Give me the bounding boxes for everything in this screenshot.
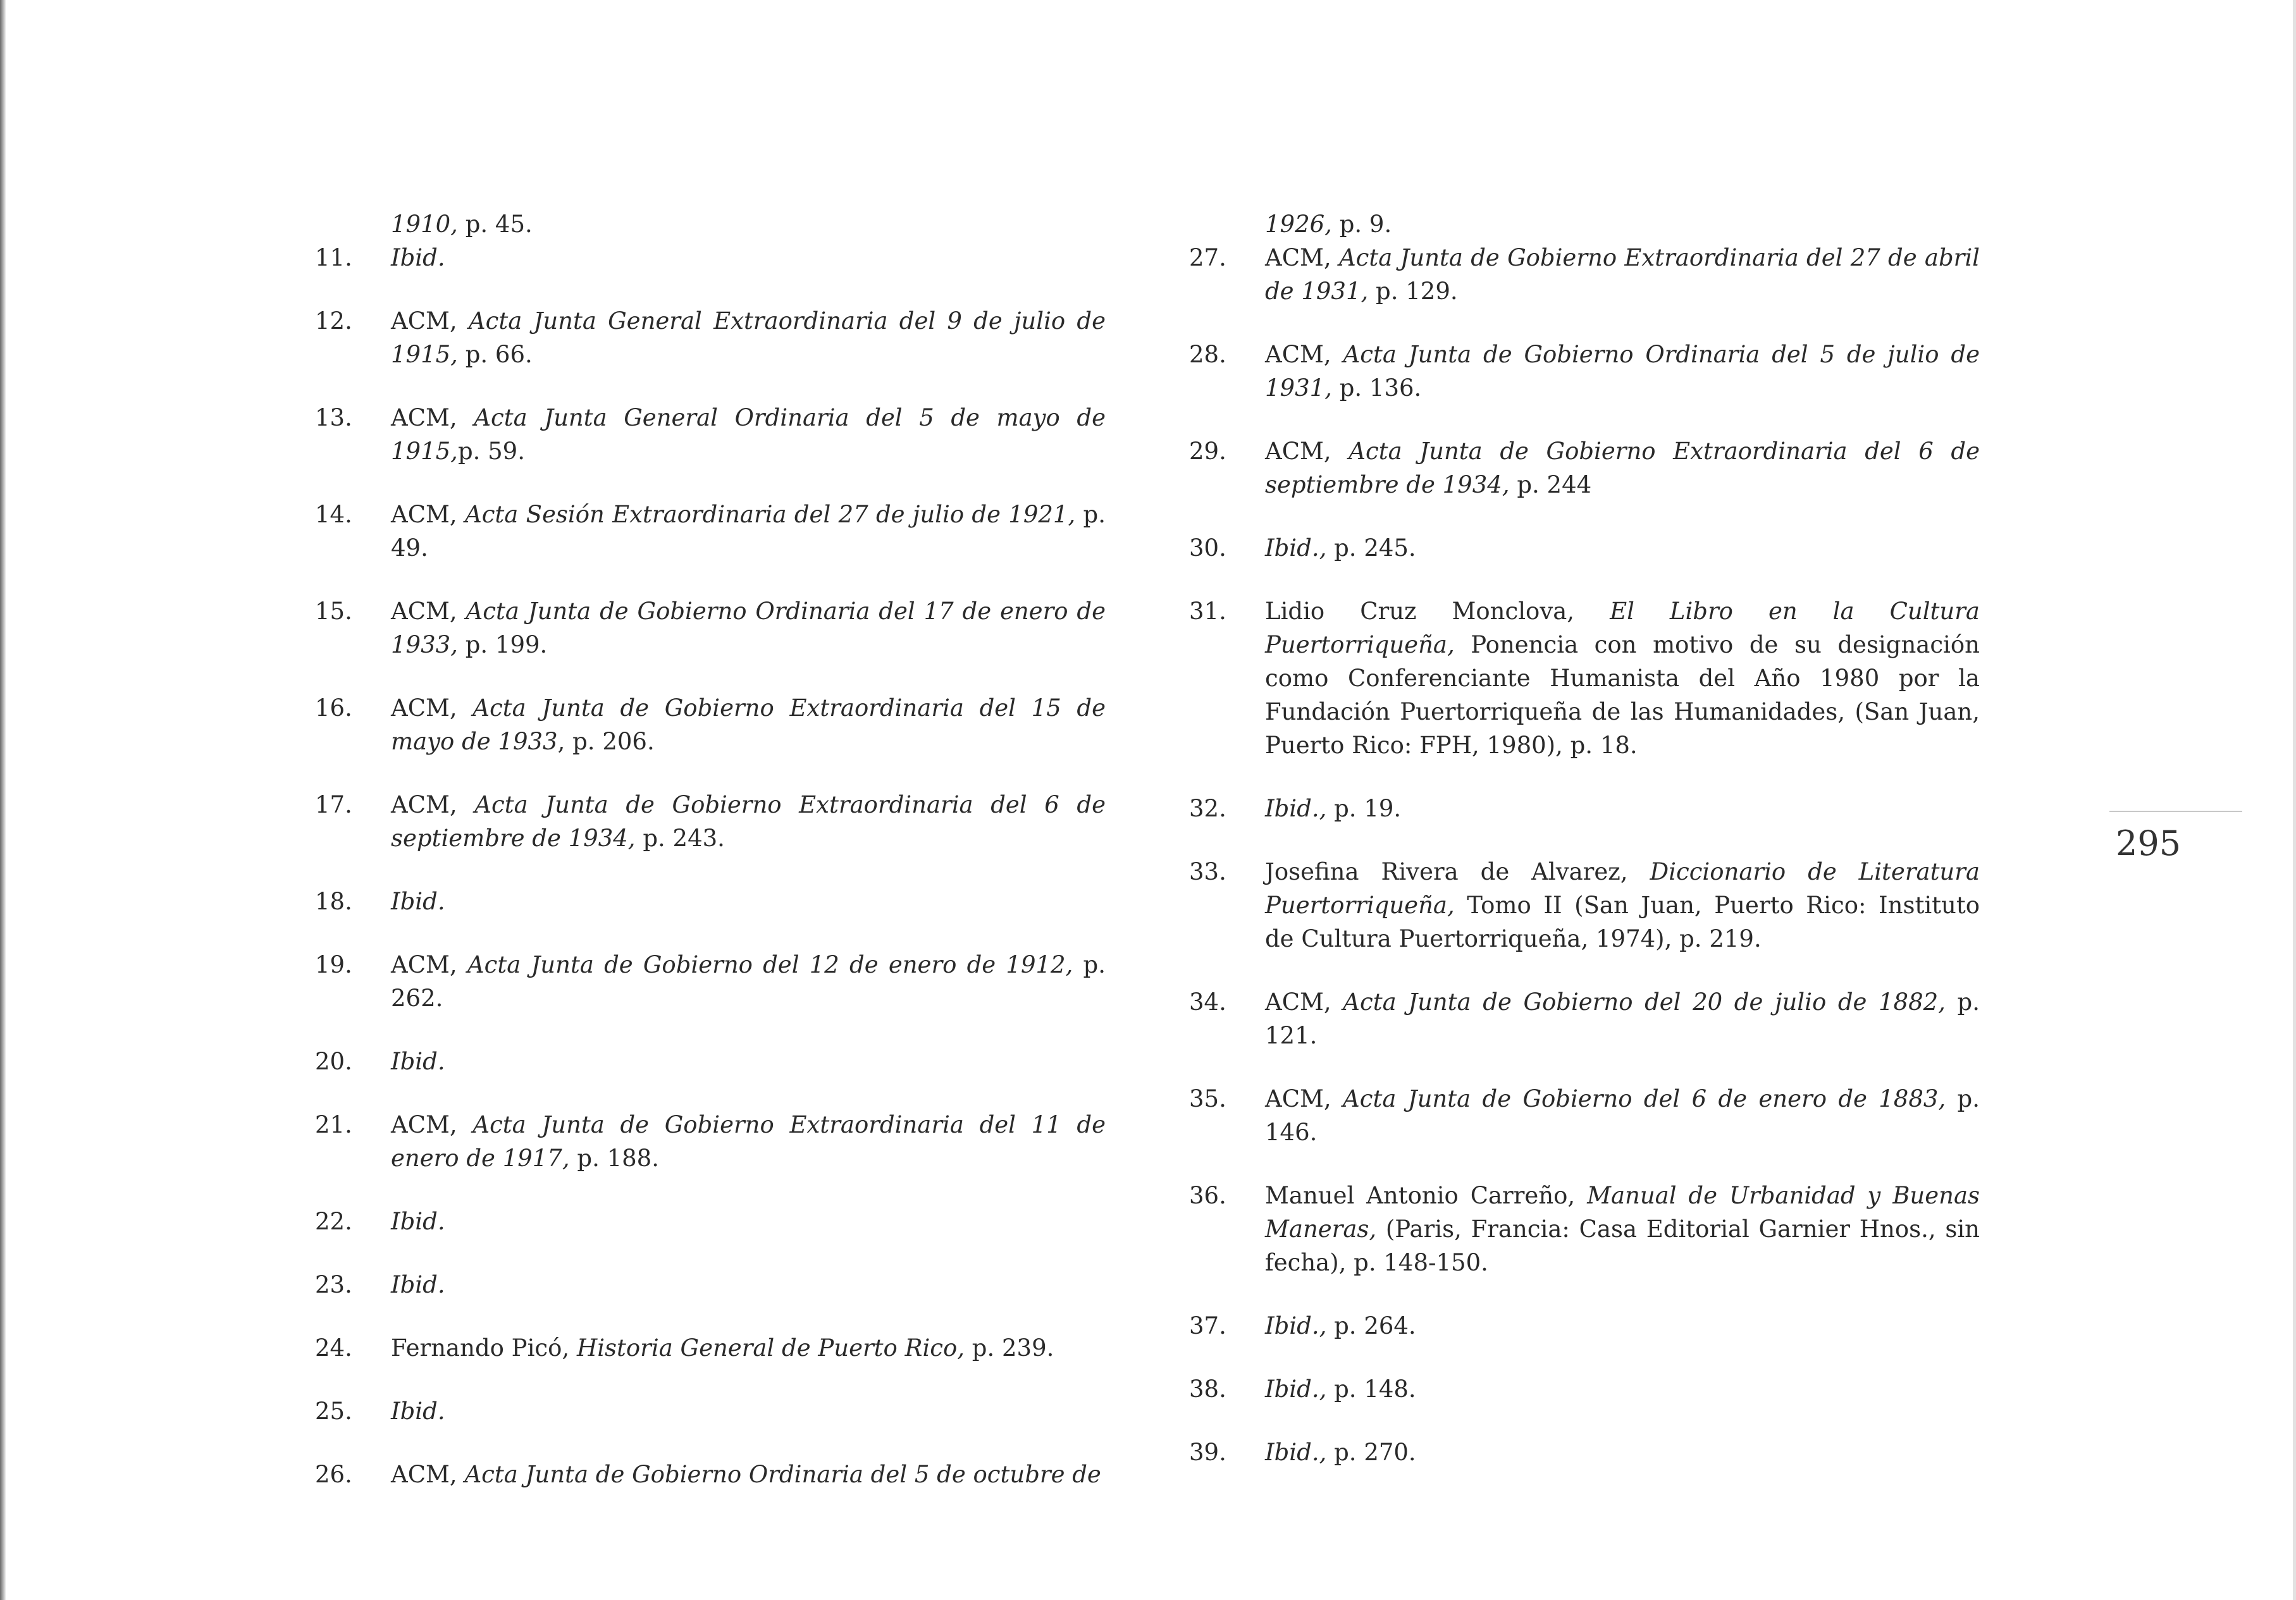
- footnote-title: Acta Junta de Gobierno Extraordinaria del 6 de septiembre de 1934,: [391, 791, 1106, 852]
- footnote-after: p. 244: [1509, 471, 1592, 498]
- footnote-after: , p. 206.: [557, 728, 655, 755]
- footnote-number: 22.: [315, 1208, 352, 1235]
- note-text: [391, 207, 1106, 241]
- footnote-title: Acta Junta General Extraordinaria del 9 de julio de 1915,: [391, 307, 1106, 368]
- footnote: [1189, 338, 1980, 405]
- footnote: [315, 788, 1106, 855]
- footnote-text: [391, 1108, 1106, 1175]
- note-italic: 1910,: [391, 211, 458, 238]
- footnote-pre: ACM,: [1265, 988, 1343, 1016]
- footnote-pre: ACM,: [391, 694, 473, 722]
- footnote-text: [391, 948, 1106, 1015]
- footnote-title: Acta Junta de Gobierno Extraordinaria del 27 de abril de 1931,: [1265, 244, 1980, 305]
- footnote-number: 27.: [1189, 244, 1226, 271]
- footnote-text: [391, 1394, 1106, 1428]
- footnote-number: 28.: [1189, 341, 1226, 368]
- footnote-pre: ACM,: [1265, 438, 1349, 465]
- footnote-number: 34.: [1189, 988, 1226, 1016]
- footnote-pre: ACM,: [1265, 244, 1339, 271]
- footnote-after: p. 59.: [457, 438, 525, 465]
- footnote-pre: Lidio Cruz Monclova,: [1265, 598, 1610, 625]
- footnote-title: Ibid.: [391, 1048, 445, 1075]
- footnote-number: 11.: [315, 244, 352, 271]
- footnote-number: 13.: [315, 404, 352, 431]
- footnote-number: 39.: [1189, 1439, 1226, 1466]
- note-after: p. 9.: [1331, 211, 1392, 238]
- footnote: [315, 1394, 1106, 1428]
- footnote: [1189, 985, 1980, 1052]
- footnote-number: 17.: [315, 791, 352, 818]
- note-text: [1265, 207, 1980, 241]
- footnote-title: Manual de Urbanidad y Buenas Maneras,: [1265, 1182, 1980, 1243]
- notes-column-left: [315, 207, 1106, 1491]
- footnote-text: [391, 241, 1106, 274]
- notes-column-right: [1189, 207, 1980, 1469]
- note-after: p. 45.: [457, 211, 533, 238]
- footnote: [315, 1268, 1106, 1302]
- footnote-number: 18.: [315, 888, 352, 915]
- footnote-title: Acta Sesión Extraordinaria del 27 de julio de 1921,: [464, 501, 1076, 528]
- footnote-title: Acta Junta de Gobierno del 20 de julio de 1882,: [1343, 988, 1946, 1016]
- footnote-pre: Josefina Rivera de Alvarez,: [1265, 858, 1650, 885]
- footnote-number: 16.: [315, 694, 352, 722]
- footnote-title: Acta Junta de Gobierno Ordinaria del 17 de enero de 1933,: [391, 598, 1106, 658]
- footnote-text: [391, 788, 1106, 855]
- footnote-number: 15.: [315, 598, 352, 625]
- footnote: [1189, 531, 1980, 565]
- footnote-number: 24.: [315, 1334, 352, 1362]
- footnote-title: Acta Junta de Gobierno del 6 de enero de 1883,: [1343, 1085, 1946, 1112]
- footnote-number: 36.: [1189, 1182, 1226, 1209]
- footnote: [1189, 1082, 1980, 1149]
- footnote-title: Historia General de Puerto Rico,: [576, 1334, 965, 1362]
- footnote: [315, 498, 1106, 565]
- footnote-text: [1265, 1309, 1980, 1343]
- footnote: [315, 241, 1106, 274]
- footnote-text: [1265, 985, 1980, 1052]
- footnote-text: [1265, 1179, 1980, 1279]
- footnote-text: [1265, 434, 1980, 502]
- footnote-after: p. 243.: [635, 825, 725, 852]
- footnote-number: 32.: [1189, 795, 1226, 822]
- footnote-after: Tomo II (San Juan, Puerto Rico: Instituto de Cultura Puertorriqueña, 1974), p. 219.: [1265, 892, 1980, 952]
- footnote-after: p. 188.: [569, 1145, 659, 1172]
- footnote-title: Acta Junta de Gobierno Ordinaria del 5 de julio de 1931,: [1265, 341, 1980, 402]
- footnote-pre: ACM,: [391, 1111, 473, 1138]
- footnote-after: p. 148.: [1326, 1375, 1416, 1403]
- footnote-after: p. 262.: [391, 951, 1106, 1012]
- footnote-number: 30.: [1189, 534, 1226, 562]
- footnote-after: p. 146.: [1265, 1085, 1980, 1146]
- footnote-pre: ACM,: [1265, 1085, 1343, 1112]
- footnote-text: [391, 401, 1106, 468]
- footnote-pre: ACM,: [391, 404, 474, 431]
- footnote-text: [391, 498, 1106, 565]
- footnote-text: [1265, 338, 1980, 405]
- footnote-title: Ibid.,: [1265, 1439, 1327, 1466]
- footnote-after: p. 270.: [1326, 1439, 1416, 1466]
- footnote: [1189, 241, 1980, 308]
- footnote-after: p. 66.: [457, 341, 533, 368]
- footnote-after: p. 49.: [391, 501, 1106, 562]
- footnote-after: p. 264.: [1326, 1312, 1416, 1339]
- footnote-after: p. 245.: [1326, 534, 1416, 562]
- footnote-text: [391, 885, 1106, 918]
- footnote-title: Acta Junta General Ordinaria del 5 de mayo de 1915,: [391, 404, 1106, 465]
- note-italic: 1926,: [1265, 211, 1332, 238]
- footnote-text: [391, 1045, 1106, 1078]
- footnote-number: 20.: [315, 1048, 352, 1075]
- footnote-pre: ACM,: [391, 307, 469, 335]
- footnote-text: [1265, 531, 1980, 565]
- footnote-title: Ibid.: [391, 1208, 445, 1235]
- footnote: [315, 691, 1106, 758]
- page-number: 295: [2116, 823, 2182, 863]
- footnote-number: 33.: [1189, 858, 1226, 885]
- footnote-after: p. 121.: [1265, 988, 1980, 1049]
- footnote-after: (Paris, Francia: Casa Editorial Garnier Hnos., sin fecha), p. 148-150.: [1265, 1215, 1980, 1276]
- footnote-number: 14.: [315, 501, 352, 528]
- page-number-rule: [2109, 811, 2242, 812]
- footnote-number: 35.: [1189, 1085, 1226, 1112]
- footnote-pre: ACM,: [391, 501, 465, 528]
- footnote-title: Ibid.: [391, 888, 445, 915]
- footnote-text: [1265, 1436, 1980, 1469]
- footnote-title: Ibid.: [391, 244, 445, 271]
- footnote-text: [1265, 594, 1980, 762]
- footnote-after: p. 239.: [965, 1334, 1054, 1362]
- footnote-number: 23.: [315, 1271, 352, 1298]
- footnote-title: Acta Junta de Gobierno Extraordinaria del 6 de septiembre de 1934,: [1265, 438, 1980, 498]
- footnote: [315, 885, 1106, 918]
- footnote-number: 25.: [315, 1398, 352, 1425]
- footnote-title: Ibid.,: [1265, 795, 1327, 822]
- footnote-title: Acta Junta de Gobierno del 12 de enero de 1912,: [467, 951, 1073, 978]
- footnote-text: [391, 304, 1106, 371]
- notes-list-left: [315, 241, 1106, 1491]
- footnote-pre: Manuel Antonio Carreño,: [1265, 1182, 1588, 1209]
- footnote-text: [391, 1205, 1106, 1238]
- footnote-number: 38.: [1189, 1375, 1226, 1403]
- footnote-after: p. 129.: [1368, 278, 1458, 305]
- footnote-pre: ACM,: [1265, 341, 1343, 368]
- footnote: [315, 1458, 1106, 1491]
- footnote-title: Ibid.,: [1265, 534, 1327, 562]
- footnote: [1189, 1179, 1980, 1279]
- footnote: [315, 1045, 1106, 1078]
- footnote: [315, 1331, 1106, 1365]
- footnote-text: [1265, 241, 1980, 308]
- footnote-text: [391, 1331, 1106, 1365]
- footnote-title: Ibid.,: [1265, 1375, 1327, 1403]
- footnote-title: Ibid.: [391, 1398, 445, 1425]
- footnote-number: 21.: [315, 1111, 352, 1138]
- footnote-pre: Fernando Picó,: [391, 1334, 577, 1362]
- footnote-pre: ACM,: [391, 951, 467, 978]
- footnote-text: [391, 594, 1106, 662]
- notes-list-right: [1189, 241, 1980, 1469]
- footnote-title: Acta Junta de Gobierno Extraordinaria del 15 de mayo de 1933: [391, 694, 1106, 755]
- footnote-text: [1265, 855, 1980, 956]
- footnote-number: 37.: [1189, 1312, 1226, 1339]
- footnote: [1189, 1372, 1980, 1406]
- note-continuation: [315, 207, 1106, 241]
- footnote-text: [1265, 1372, 1980, 1406]
- footnote-number: 12.: [315, 307, 352, 335]
- footnote: [315, 594, 1106, 662]
- footnote: [1189, 792, 1980, 825]
- footnote-number: 19.: [315, 951, 352, 978]
- footnote-title: Ibid.: [391, 1271, 445, 1298]
- footnote-after: Ponencia con motivo de su designación como Conferenciante Humanista del Año 1980 por la Fundación Puertorriqueña de las Humanidades, (San Juan, Puerto Rico: FPH, 1980), p. 18.: [1265, 631, 1980, 759]
- footnote-pre: ACM,: [391, 598, 466, 625]
- footnote-title: Ibid.,: [1265, 1312, 1327, 1339]
- footnote: [1189, 434, 1980, 502]
- footnote-after: p. 19.: [1326, 795, 1402, 822]
- footnote-text: [1265, 1082, 1980, 1149]
- book-gutter-shadow: [0, 0, 6, 1600]
- footnote: [1189, 594, 1980, 762]
- footnote-text: [391, 1458, 1106, 1491]
- footnote-title: Acta Junta de Gobierno Ordinaria del 5 de octubre de: [464, 1461, 1101, 1488]
- footnote: [315, 948, 1106, 1015]
- footnote: [1189, 1436, 1980, 1469]
- footnote: [1189, 855, 1980, 956]
- footnote: [315, 401, 1106, 468]
- footnote: [1189, 1309, 1980, 1343]
- footnote-title: El Libro en la Cultura Puertorriqueña,: [1265, 598, 1980, 658]
- footnote-number: 29.: [1189, 438, 1226, 465]
- footnote: [315, 304, 1106, 371]
- footnote-number: 26.: [315, 1461, 352, 1488]
- page-edge: [2293, 0, 2296, 1600]
- footnote-title: Acta Junta de Gobierno Extraordinaria del 11 de enero de 1917,: [391, 1111, 1106, 1172]
- footnote-number: 31.: [1189, 598, 1226, 625]
- footnote: [315, 1108, 1106, 1175]
- footnote-after: p. 199.: [457, 631, 548, 658]
- footnote-pre: ACM,: [391, 1461, 465, 1488]
- footnote-text: [391, 1268, 1106, 1302]
- note-continuation: [1189, 207, 1980, 241]
- footnote-pre: ACM,: [391, 791, 475, 818]
- footnote-text: [1265, 792, 1980, 825]
- footnote-after: p. 136.: [1331, 374, 1422, 402]
- footnote: [315, 1205, 1106, 1238]
- footnote-text: [391, 691, 1106, 758]
- footnote-title: Diccionario de Literatura Puertorriqueña,: [1265, 858, 1980, 919]
